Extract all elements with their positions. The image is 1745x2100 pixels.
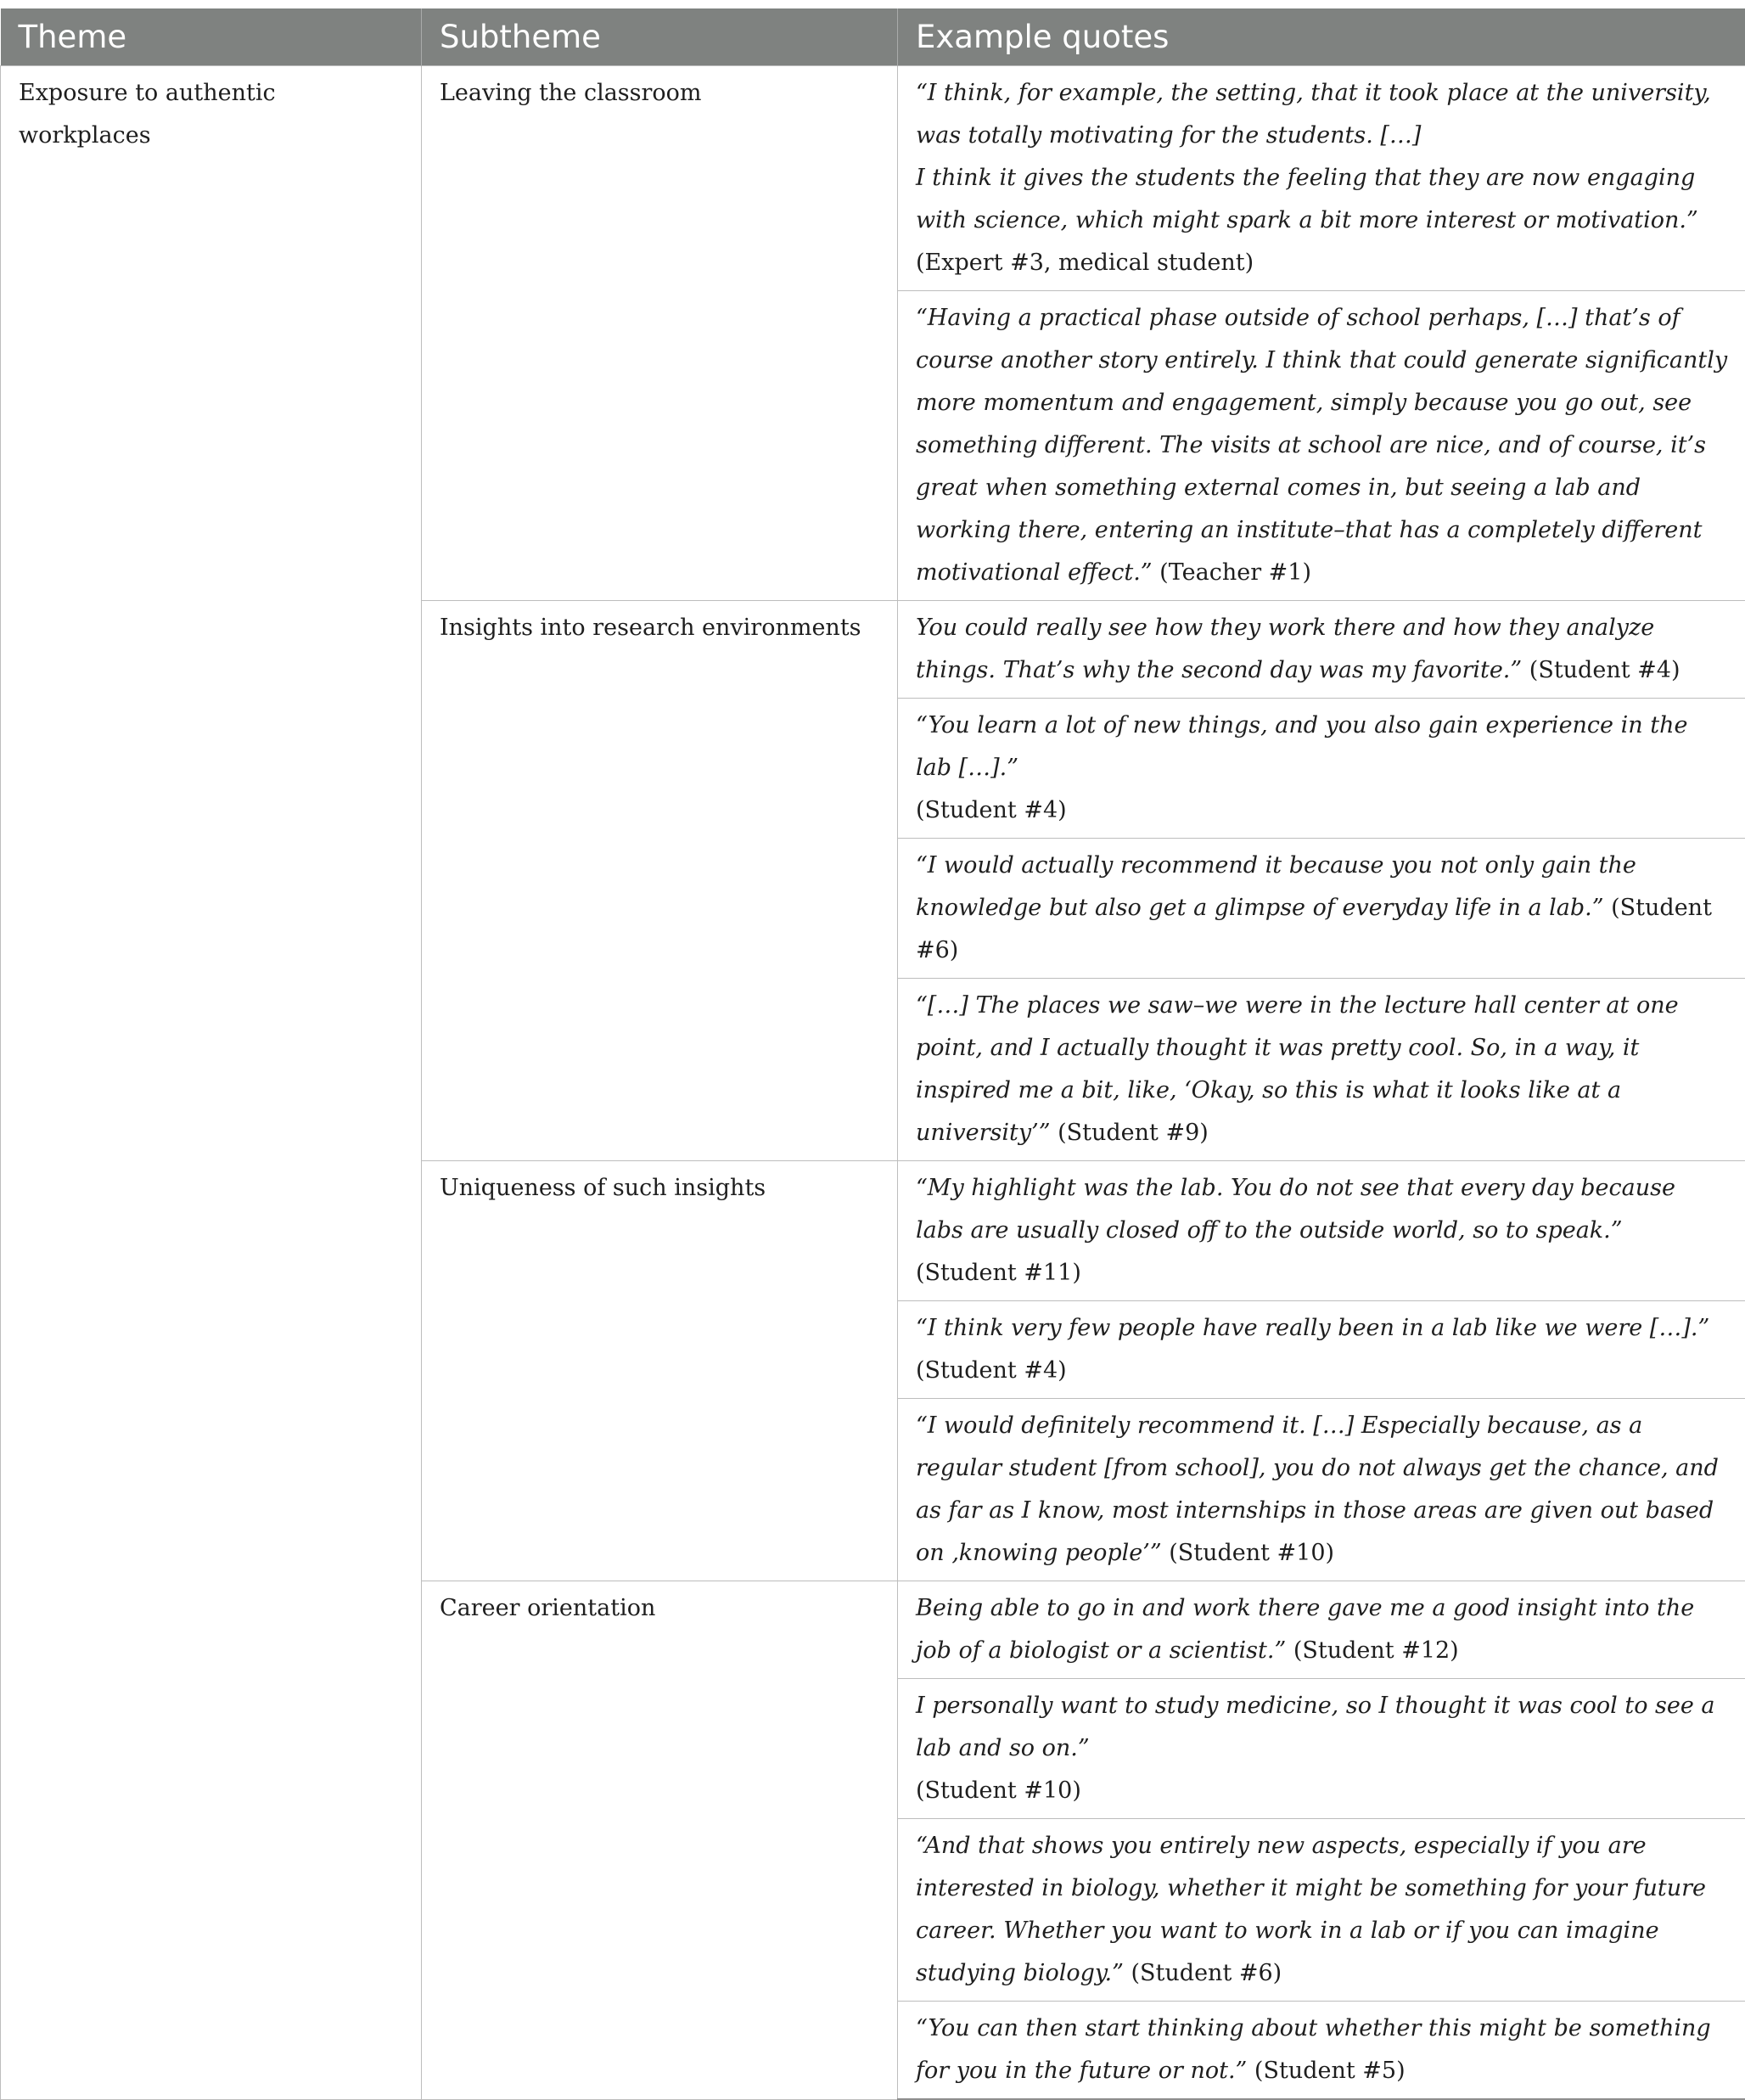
quote-text: “You learn a lot of new things, and you also gain experience in the lab […].” — [916, 712, 1687, 781]
quote-text: “I would definitely recommend it. […] Especially because, as a regular student [from school], you do not always get the chance, and as far as I know, most internships in those areas are given out based on ‚knowing people’” — [916, 1412, 1719, 1566]
quote-attribution: (Teacher #1) — [1153, 559, 1311, 586]
quote-text: “I think very few people have really been in a lab like we were […].” — [916, 1315, 1709, 1341]
quote-attribution: (Student #11) — [916, 1260, 1081, 1286]
quote-cell — [898, 2002, 1745, 2100]
quote-cell — [898, 1399, 1745, 1581]
header-subtheme: Subtheme — [422, 8, 898, 66]
quote-attribution: (Student #4) — [916, 797, 1067, 823]
subtheme-cell: Career orientation — [422, 1581, 898, 2100]
quote-text: You could really see how they work there and how they analyze things. That’s why the second day was my favorite.” — [916, 615, 1654, 683]
quotes-table — [0, 8, 1745, 2100]
quote-text: Being able to go in and work there gave me a good insight into the job of a biologist or a scientist.” — [916, 1595, 1694, 1664]
quote-cell — [898, 839, 1745, 979]
quote-text: “Having a practical phase outside of school perhaps, […] that’s of course another story entirely. I think that could generate significantly more momentum and engagement, simply because you go out, see something different. The visits at school are nice, and of course, it’s great when something external comes in, but seeing a lab and working there, entering an institute–that has a completely different motivational effect.” — [916, 305, 1727, 586]
theme-cell: Exposure to authentic workplaces — [1, 66, 422, 2100]
quote-cell — [898, 1819, 1745, 2002]
subtheme-cell: Uniqueness of such insights — [422, 1161, 898, 1581]
quote-cell — [898, 1301, 1745, 1399]
quote-attribution: (Student #9) — [1051, 1120, 1209, 1146]
header-row — [1, 8, 1745, 66]
quote-text: I personally want to study medicine, so I thought it was cool to see a lab and so on.” — [916, 1693, 1715, 1761]
quote-cell — [898, 1679, 1745, 1819]
document — [0, 8, 1745, 2100]
quote-attribution: (Student #10) — [916, 1777, 1081, 1804]
quote-cell — [898, 291, 1745, 601]
quote-attribution: (Student #12) — [1286, 1637, 1458, 1664]
quote-cell — [898, 699, 1745, 839]
quote-cell — [898, 1161, 1745, 1301]
quote-text: “I think, for example, the setting, that it took place at the university, was totally motivating for the students. […] I think it gives the students the feeling that they are now engaging with science, which might spark a bit more interest or motivation.” — [916, 80, 1711, 233]
quote-cell — [898, 979, 1745, 1161]
quote-cell — [898, 1581, 1745, 1679]
quote-text: “My highlight was the lab. You do not see that every day because labs are usually closed off to the outside world, so to speak.” — [916, 1175, 1675, 1244]
quote-attribution: (Student #10) — [1162, 1540, 1334, 1566]
quote-attribution: (Student #6) — [1124, 1960, 1282, 1986]
subtheme-cell: Insights into research environments — [422, 601, 898, 1161]
subtheme-cell: Leaving the classroom — [422, 66, 898, 601]
quote-attribution: (Student #5) — [1247, 2058, 1405, 2084]
quote-attribution: (Student #4) — [1522, 657, 1680, 683]
quote-cell — [898, 66, 1745, 291]
quote-text: “And that shows you entirely new aspects, especially if you are interested in biology, whether it might be something for your future career. Whether you want to work in a lab or if you can imagine studying biology.” — [916, 1833, 1706, 1986]
header-example-quotes: Example quotes — [898, 8, 1745, 66]
table-row — [1, 66, 1745, 291]
quote-text: “You can then start thinking about whether this might be something for you in the future or not.” — [916, 2015, 1711, 2084]
quote-attribution: (Student #4) — [916, 1357, 1067, 1384]
header-theme: Theme — [1, 8, 422, 66]
quote-text: “I would actually recommend it because you not only gain the knowledge but also get a glimpse of everyday life in a lab.” — [916, 852, 1636, 921]
quote-attribution: (Expert #3, medical student) — [916, 250, 1254, 276]
quote-attribution: (Student #6) — [916, 895, 1712, 963]
quote-cell — [898, 601, 1745, 699]
quote-text: “[…] The places we saw–we were in the lecture hall center at one point, and I actually thought it was pretty cool. So, in a way, it inspired me a bit, like, ‘Okay, so this is what it looks like at a university’” — [916, 992, 1679, 1146]
